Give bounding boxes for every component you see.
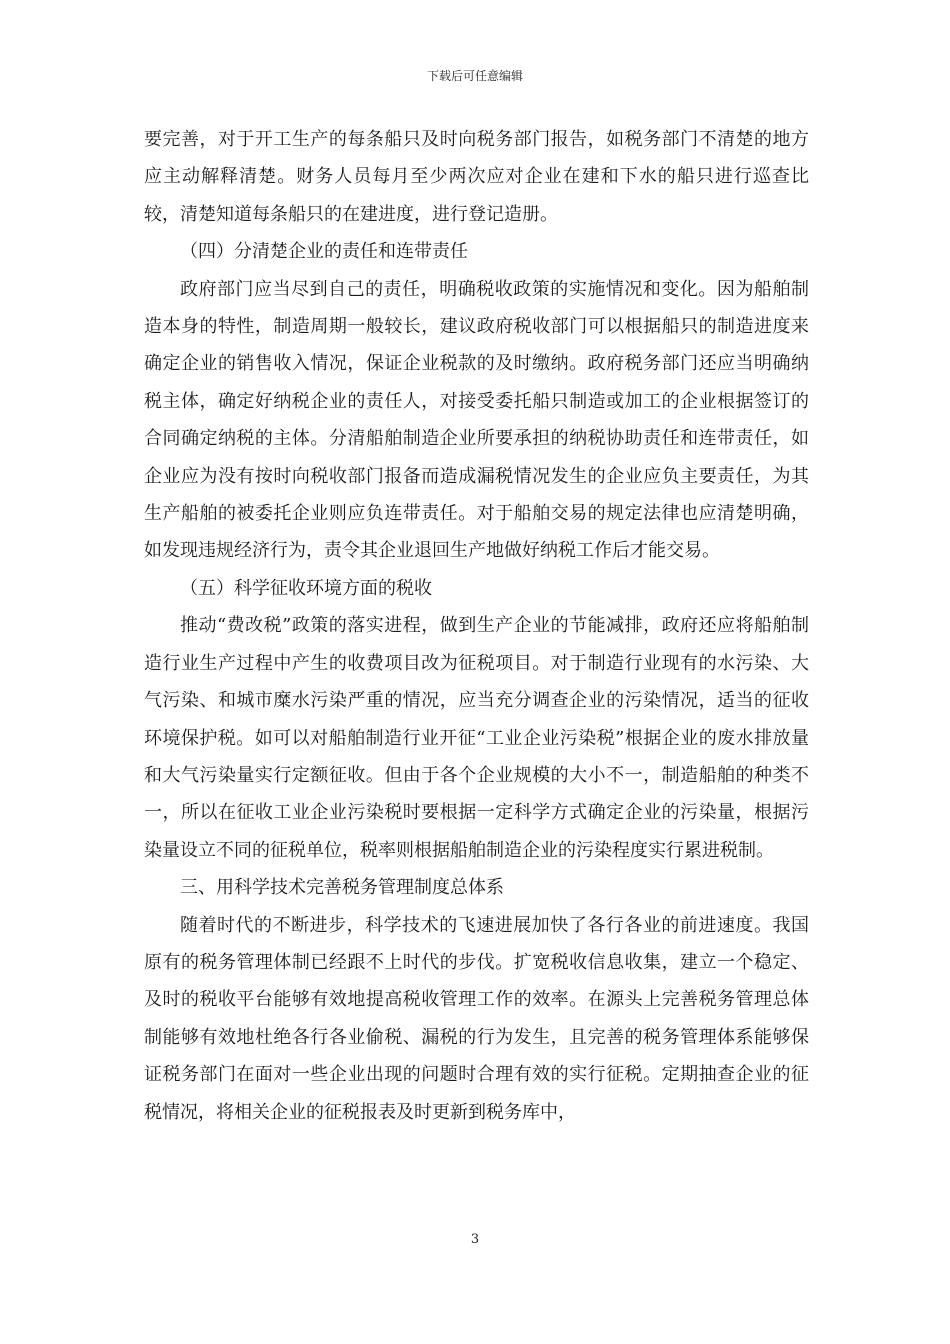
paragraph-continued: 要完善，对于开工生产的每条船只及时向税务部门报告，如税务部门不清楚的地方应主动解释清楚。财务人员每月至少两次应对企业在建和下水的船只进行巡查比较，清楚知道每条船只的在建进度，进行登记造册。 xyxy=(144,129,809,225)
page-number: 3 xyxy=(470,1232,480,1247)
section-heading-4: （四）分清楚企业的责任和连带责任 xyxy=(180,241,468,263)
page-header: 下载后可任意编辑 xyxy=(426,69,523,83)
paragraph-tax-management: 随着时代的不断进步，科学技术的飞速进展加快了各行各业的前进速度。我国原有的税务管理体制已经跟不上时代的步伐。扩宽税收信息收集，建立一个稳定、及时的税收平台能够有效地提高税收管理工作的效率。在源头上完善税务管理总体制能够有效地杜绝各行各业偷税、漏税的行为发生，且完善的税务管理体系能够保证税务部门在面对一些企业出现的问题时合理有效的实行征税。定期抽查企业的征税情况，将相关企业的征税报表及时更新到税务库中， xyxy=(144,914,809,1123)
paragraph-environment-tax: 推动“费改税”政策的落实进程，做到生产企业的节能减排，政府还应将船舶制造行业生产过程中产生的收费项目改为征税项目。对于制造行业现有的水污染、大气污染、和城市糜水污染严重的情况，应当充分调查企业的污染情况，适当的征收环境保护税。如可以对船舶制造行业开征“工业企业污染税”根据企业的废水排放量和大气污染量实行定额征收。但由于各个企业规模的大小不一，制造船舶的种类不一，所以在征收工业企业污染税时要根据一定科学方式确定企业的污染量，根据污染量设立不同的征税单位，税率则根据船舶制造企业的污染程度实行累进税制。 xyxy=(144,615,809,861)
section-heading-5: （五）科学征收环境方面的税收 xyxy=(180,577,432,599)
paragraph-responsibility: 政府部门应当尽到自己的责任，明确税收政策的实施情况和变化。因为船舶制造本身的特性，制造周期一般较长，建议政府税收部门可以根据船只的制造进度来确定企业的销售收入情况，保证企业税款的及时缴纳。政府税务部门还应当明确纳税主体，确定好纳税企业的责任人，对接受委托船只制造或加工的企业根据签订的合同确定纳税的主体。分清船舶制造企业所要承担的纳税协助责任和连带责任，如企业应为没有按时向税收部门报备而造成漏税情况发生的企业应负主要责任，为其生产船舶的被委托企业则应负连带责任。对于船舶交易的规定法律也应清楚明确，如发现违规经济行为，责令其企业退回生产地做好纳税工作后才能交易。 xyxy=(144,278,809,562)
document-body xyxy=(144,121,809,1131)
section-heading-3: 三、用科学技术完善税务管理制度总体系 xyxy=(180,877,504,899)
